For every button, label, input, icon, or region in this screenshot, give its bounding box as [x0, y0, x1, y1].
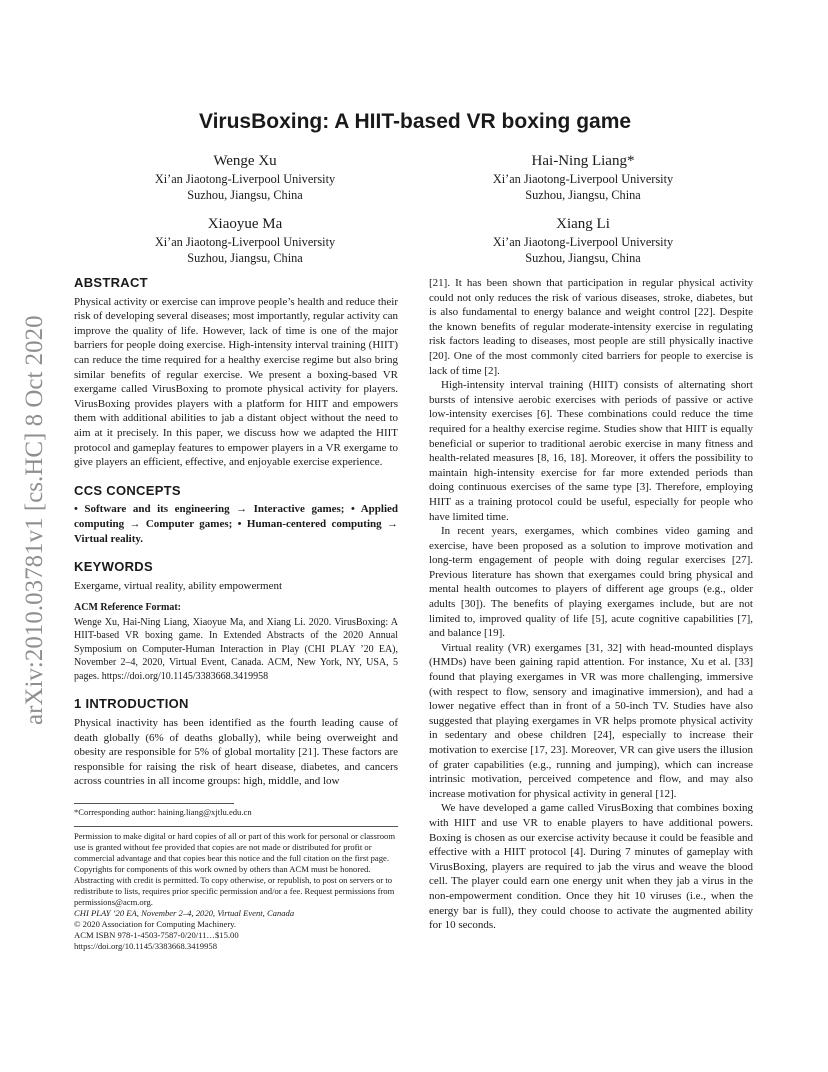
permission-rule	[74, 826, 398, 827]
publication-venue: CHI PLAY ’20 EA, November 2–4, 2020, Virtual Event, Canada	[74, 907, 295, 918]
author-location: Suzhou, Jiangsu, China	[525, 251, 641, 265]
keywords-heading: KEYWORDS	[74, 559, 153, 575]
ccs-text: • Software and its engineering → Interactive games; • Applied computing → Computer games; • Human-centered computing → Virtual reality.	[74, 503, 398, 545]
corresponding-author-footnote: *Corresponding author: haining.liang@xjtlu.edu.cn	[74, 806, 252, 817]
paragraph: Virtual reality (VR) exergames [31, 32] with head-mounted displays (HMDs) have been gaining rapid attention. For instance, Xu et al. [33] found that playing exergames in VR was more challenging, immersive (with respect to flow, sensory and imaginative immersion), and had a lower negative effect than in front of a 50-inch TV. Studies have also suggested that playing exergames in VR helps promote physical activity in sedentary and obese children [24], especially to increase their motivation to exercise [17, 23]. Moreover, VR can give users the illusion of grater capabilities (e.g., running and jumping), which can increase intrinsic motivation, perceived competence and flow, and may also increase motivation for physical activity in general [12].	[429, 641, 753, 800]
author-name: Xiaoyue Ma	[207, 216, 283, 232]
right-column	[429, 276, 753, 933]
keywords-text: Exergame, virtual reality, ability empowerment	[74, 579, 283, 592]
footnote-rule	[74, 803, 234, 804]
abstract-heading: ABSTRACT	[74, 275, 148, 290]
author-block	[428, 214, 738, 266]
author-location: Suzhou, Jiangsu, China	[525, 188, 641, 202]
author-location: Suzhou, Jiangsu, China	[187, 188, 303, 202]
doi-link[interactable]: https://doi.org/10.1145/3383668.3419958	[74, 940, 217, 951]
author-block	[90, 214, 400, 266]
author-name: Wenge Xu	[213, 153, 277, 169]
author-location: Suzhou, Jiangsu, China	[187, 251, 303, 265]
introduction-text: Physical inactivity has been identified as the fourth leading cause of death globally (6% of deaths globally), while being overweight and obesity are responsible for 5% of global mortality [21]. These factors are responsible for raising the risk of heart disease, diabetes, and cancers across countries in all income groups: high, middle, and low	[74, 716, 398, 788]
permission-notice: Permission to make digital or hard copies of all or part of this work for personal or classroom use is granted without fee provided that copies are not made or distributed for profit or commercial advantage and that copies bear this notice and the full citation on the first page. Copyrights for components of this work owned by others than ACM must be honored. Abstracting with credit is permitted. To copy otherwise, or republish, to post on servers or to redistribute to lists, requires prior specific permission and/or a fee. Request permissions from permissions@acm.org.	[74, 830, 395, 907]
author-affiliation: Xi’an Jiaotong-Liverpool University	[492, 235, 674, 249]
arxiv-stamp: arXiv:2010.03781v1 [cs.HC] 8 Oct 2020	[21, 315, 48, 725]
introduction-heading: 1 INTRODUCTION	[74, 696, 189, 712]
paragraph: In recent years, exergames, which combines video gaming and exercise, have been proposed as a solution to improve motivation and long-term engagement of people with doing regular exercises [27]. Previous literature has shown that exergames could bring physical and mental health outcomes to players of different age groups (e.g., older adults [30]). The benefits of playing exergames include, but are not limited to, improved quality of life [5], acute cognitive capabilities [7], and balance [19].	[429, 525, 753, 640]
author-affiliation: Xi’an Jiaotong-Liverpool University	[154, 235, 336, 249]
paragraph: High-intensity interval training (HIIT) consists of alternating short bursts of intensive aerobic exercises with periods of passive or active low-intensity exercises [6]. These combinations could reduce the time required for a healthy exercise regime. Studies show that HIIT is equally beneficial or superior to traditional aerobic exercise in many fitness and health-related measures [8, 16, 18]. Moreover, it offers the possibility to maintain high-intensity exercise for far more extended periods than doing continuous exercises of the same type [3]. Therefore, employing HIIT as a training protocol could be useful, especially for people who have limited time.	[429, 379, 753, 523]
reference-format-heading: ACM Reference Format:	[74, 602, 181, 614]
isbn-line: ACM ISBN 978-1-4503-7587-0/20/11…$15.00	[74, 929, 239, 940]
author-name: Xiang Li	[556, 216, 610, 232]
left-column	[74, 276, 398, 952]
paragraph: We have developed a game called VirusBoxing that combines boxing with HIIT and use VR to enable players to have additional powers. Boxing is chosen as our exercise activity because it could be feasible and effective with a HIIT protocol [4]. During 7 minutes of gameplay with VirusBoxing, players are required to jab the virus and weave the blood cell. The player could earn one energy unit when they jab a virus in the non-empowerment condition. Once they hit 10 viruses (i.e., when the energy bar is full), they could choose to activate the augmented ability for 10 seconds.	[429, 802, 753, 932]
author-affiliation: Xi’an Jiaotong-Liverpool University	[492, 172, 674, 186]
paragraph: [21]. It has been shown that participation in regular physical activity could not only reduces the risk of various diseases, stroke, diabetes, but is also fundamental to energy balance and weight control [22]. Despite the known benefits of regular moderate-intensity exercise in regulating risk factors leading to diseases, most people are still physically inactive [20]. One of the most commonly cited barriers for people to exercise is lack of time [2].	[429, 277, 753, 377]
author-affiliation: Xi’an Jiaotong-Liverpool University	[154, 172, 336, 186]
paper-title: VirusBoxing: A HIIT-based VR boxing game	[198, 110, 632, 133]
author-name: Hai-Ning Liang*	[531, 153, 635, 169]
reference-format-text: Wenge Xu, Hai-Ning Liang, Xiaoyue Ma, and Xiang Li. 2020. VirusBoxing: A HIIT-based VR boxing game. In Extended Abstracts of the 2020 Annual Symposium on Computer-Human Interaction in Play (CHI PLAY ’20 EA), November 2–4, 2020, Virtual Event, Canada. ACM, New York, NY, USA, 5 pages. https://doi.org/10.1145/3383668.3419958	[74, 616, 398, 682]
author-block	[90, 151, 400, 203]
author-block	[428, 151, 738, 203]
copyright-line: © 2020 Association for Computing Machinery.	[74, 918, 237, 929]
abstract-text: Physical activity or exercise can improve people’s health and reduce their risk of developing several diseases; most importantly, regular activity can improve the quality of life. However, lack of time is one of the major barriers for people doing exercise. High-intensity interval training (HIIT) can reduce the time required for a healthy exercise regime but also bring similar benefits of regular exercise. We present a boxing-based VR exergame called VirusBoxing to promote physical activity for players. VirusBoxing provides players with a platform for HIIT and empowers them with additional abilities to jab a distant object without the need to aim at it precisely. In this paper, we discuss how we adapted the HIIT protocol and gameplay features to empower players in a VR exergame to give players an efficient, effective, and enjoyable exercise experience.	[74, 295, 398, 469]
ccs-heading: CCS CONCEPTS	[74, 482, 181, 498]
